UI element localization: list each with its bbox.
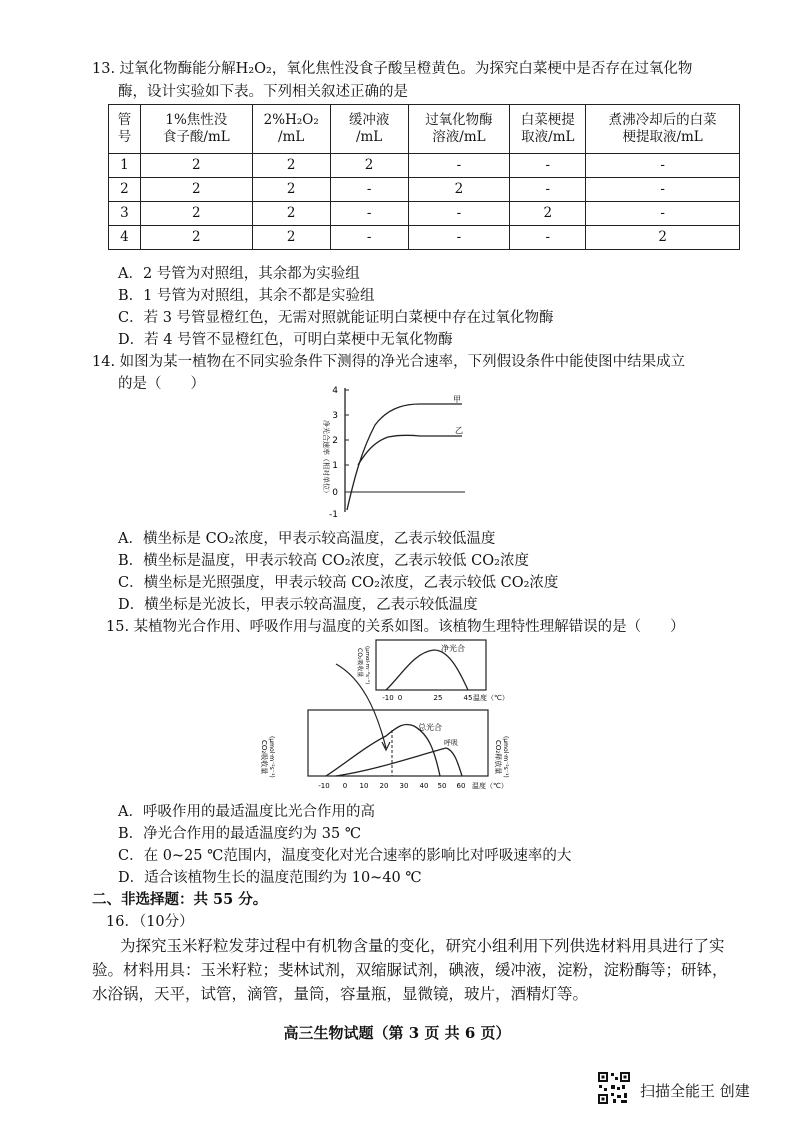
header-line: /mL xyxy=(355,129,383,145)
q14-option-a: A．横坐标是 CO₂浓度，甲表示较高温度，乙表示较低温度 xyxy=(118,531,496,547)
q14-y-ticks xyxy=(329,386,349,520)
table-cell: - xyxy=(586,178,740,202)
q15-top-xtick-neg10: -10 xyxy=(382,694,394,702)
q15-total-label: 总光合 xyxy=(418,723,442,732)
table-header-cell xyxy=(510,105,586,154)
table-cell: - xyxy=(408,154,510,178)
header-line: 过氧化物酶 xyxy=(425,112,493,128)
q14-stem-line2: 的是（ ） xyxy=(118,376,205,392)
q15-stem: 15. 某植物光合作用、呼吸作用与温度的关系如图。该植物生理特性理解错误的是（ ） xyxy=(106,619,685,635)
q14-option-c: C．横坐标是光照强度，甲表示较高 CO₂浓度，乙表示较低 CO₂浓度 xyxy=(118,575,559,591)
table-header-cell xyxy=(408,105,510,154)
q15-bottom-xtick-30: 30 xyxy=(399,782,409,790)
table-cell: - xyxy=(586,154,740,178)
header-line: 管 xyxy=(117,112,132,128)
q15-bottom-xtick-neg10: -10 xyxy=(318,782,330,790)
table-row xyxy=(109,154,740,178)
table-header-row xyxy=(109,105,740,154)
q14-ytick-2: 2 xyxy=(332,436,338,446)
page-footer: 高三生物试题（第 3 页 共 6 页） xyxy=(283,1024,511,1042)
q13-option-a: A．2 号管为对照组，其余都为实验组 xyxy=(118,266,360,282)
q15-top-ylabel2: (μmol·m⁻²s⁻¹) xyxy=(364,646,370,685)
table-cell: - xyxy=(330,226,408,250)
q15-bottom-left-ylabel2: (μmol·m⁻²s⁻¹) xyxy=(268,736,275,778)
table-header-cell xyxy=(586,105,740,154)
q13-stem-line2: 酶，设计实验如下表。下列相关叙述正确的是 xyxy=(118,84,408,100)
q15-bottom-xtick-40: 40 xyxy=(419,782,429,790)
q14-option-d: D．横坐标是光波长，甲表示较高温度，乙表示较低温度 xyxy=(118,597,478,613)
q14-curve-jia xyxy=(347,404,462,510)
section-2-heading: 二、非选择题：共 55 分。 xyxy=(92,891,268,908)
header-line: 溶液/mL xyxy=(432,129,486,145)
q15-bottom-xlabel: 温度（℃） xyxy=(472,782,508,790)
table-header-cell xyxy=(140,105,252,154)
table-cell: 2 xyxy=(330,154,408,178)
q14-stem-line1: 14. 如图为某一植物在不同实验条件下测得的净光合速率，下列假设条件中能使图中结果成立 xyxy=(92,354,686,370)
table-cell: 2 xyxy=(140,154,252,178)
q13-option-d: D．若 4 号管不显橙红色，可明白菜梗中无氧化物酶 xyxy=(118,332,453,348)
header-line: 缓冲液 xyxy=(348,112,390,128)
q13-experiment-table xyxy=(108,104,740,250)
header-line: 1%焦性没 xyxy=(165,112,228,128)
q15-bottom-xtick-50: 50 xyxy=(437,782,447,790)
q15-top-chart xyxy=(356,640,509,702)
table-row xyxy=(109,202,740,226)
q13-option-c: C．若 3 号管显橙红色，无需对照就能证明白菜梗中存在过氧化物酶 xyxy=(118,310,554,326)
header-line: 煮沸冷却后的白菜 xyxy=(608,112,717,128)
q14-curve-yi xyxy=(358,435,462,465)
q15-bottom-xtick-10: 10 xyxy=(359,782,369,790)
table-cell: 4 xyxy=(109,226,141,250)
q15-bottom-axes-labels xyxy=(250,700,550,800)
table-cell: 2 xyxy=(510,202,586,226)
table-cell: - xyxy=(330,202,408,226)
header-line: /mL xyxy=(278,129,305,145)
header-line: 食子酸/mL xyxy=(162,129,230,145)
q15-top-xtick-0: 0 xyxy=(397,694,403,702)
q15-bottom-right-ylabel1: CO₂释放量 xyxy=(494,740,502,775)
table-cell: 1 xyxy=(109,154,141,178)
q16-body-line3: 水浴锅，天平，试管，滴管，量筒，容量瓶，显微镜，玻片，酒精灯等。 xyxy=(92,985,589,1003)
q14-ytick-1: 1 xyxy=(332,461,338,471)
q13-option-b: B．1 号管为对照组，其余不都是实验组 xyxy=(118,288,375,304)
q15-bottom-left-ylabel1: CO₂吸收量 xyxy=(260,740,268,775)
table-cell: - xyxy=(330,178,408,202)
table-header-cell xyxy=(109,105,141,154)
table-cell: 2 xyxy=(252,226,330,250)
q14-ytick-neg1: -1 xyxy=(329,510,338,520)
q14-label-yi: 乙 xyxy=(455,426,463,435)
table-row xyxy=(109,178,740,202)
q14-chart xyxy=(300,380,490,520)
q14-label-jia: 甲 xyxy=(453,395,461,404)
table-row xyxy=(109,226,740,250)
q15-bottom-xtick-0: 0 xyxy=(342,782,348,790)
q15-bottom-right-ylabel2: (μmol·m⁻²s⁻¹) xyxy=(502,736,509,778)
table-cell: 2 xyxy=(408,178,510,202)
q15-top-xlabel: 温度（℃） xyxy=(473,694,509,702)
table-cell: 2 xyxy=(586,226,740,250)
q14-ytick-4: 4 xyxy=(332,386,338,396)
table-cell: 2 xyxy=(252,154,330,178)
table-header-cell xyxy=(330,105,408,154)
table-cell: 2 xyxy=(140,226,252,250)
q16-body-line1: 为探究玉米籽粒发芽过程中有机物含量的变化，研究小组利用下列供选材料用具进行了实 xyxy=(120,937,725,955)
table-cell: 2 xyxy=(140,202,252,226)
q15-option-c: C．在 0~25 ℃范围内，温度变化对光合速率的影响比对呼吸速率的大 xyxy=(118,848,572,864)
table-cell: 3 xyxy=(109,202,141,226)
table-body xyxy=(109,154,740,250)
table-cell: - xyxy=(510,226,586,250)
table-cell: 2 xyxy=(140,178,252,202)
q15-net-label: 净光合 xyxy=(441,644,465,653)
q16-number: 16．（10分） xyxy=(106,914,194,930)
q15-resp-label: 呼吸 xyxy=(444,739,458,747)
header-line: 梗提取液/mL xyxy=(622,129,703,145)
q14-option-b: B．横坐标是温度，甲表示较高 CO₂浓度，乙表示较低 CO₂浓度 xyxy=(118,553,529,569)
scanner-watermark: 扫描全能王 创建 xyxy=(640,1082,750,1100)
q15-top-ylabel1: CO₂吸收量 xyxy=(356,648,363,678)
header-line: 白菜梗提 xyxy=(520,112,575,128)
q15-top-xtick-45: 45 xyxy=(463,694,473,702)
q15-top-xtick-25: 25 xyxy=(433,694,443,702)
q14-y-axis-label: 净光合速率（相对单位） xyxy=(322,420,330,497)
q14-ytick-3: 3 xyxy=(332,411,338,421)
q15-option-b: B．净光合作用的最适温度约为 35 ℃ xyxy=(118,826,362,842)
table-cell: - xyxy=(408,226,510,250)
table-cell: - xyxy=(586,202,740,226)
q15-net-curve xyxy=(386,650,468,690)
q15-option-a: A．呼吸作用的最适温度比光合作用的高 xyxy=(118,804,375,820)
table-cell: 2 xyxy=(252,178,330,202)
table-cell: - xyxy=(510,154,586,178)
q15-bottom-xtick-20: 20 xyxy=(379,782,389,790)
table-cell: 2 xyxy=(109,178,141,202)
header-line: 号 xyxy=(117,129,132,145)
header-line: 2%H₂O₂ xyxy=(263,112,319,128)
q15-option-d: D．适合该植物生长的温度范围约为 10~40 ℃ xyxy=(118,870,422,886)
table-cell: - xyxy=(510,178,586,202)
q13-stem-line1: 13. 过氧化物酶能分解H₂O₂，氧化焦性没食子酸呈橙黄色。为探究白菜梗中是否存在过氧化物 xyxy=(92,61,693,77)
header-line: 取液/mL xyxy=(521,129,575,145)
table-cell: - xyxy=(408,202,510,226)
q15-bottom-xtick-60: 60 xyxy=(456,782,466,790)
table-header-cell xyxy=(252,105,330,154)
q14-ytick-0: 0 xyxy=(332,488,338,498)
qr-code-icon xyxy=(597,1071,631,1105)
table-cell: 2 xyxy=(252,202,330,226)
q16-body-line2: 验。材料用具：玉米籽粒；斐林试剂，双缩脲试剂，碘液，缓冲液，淀粉，淀粉酶等；研钵， xyxy=(92,961,728,979)
